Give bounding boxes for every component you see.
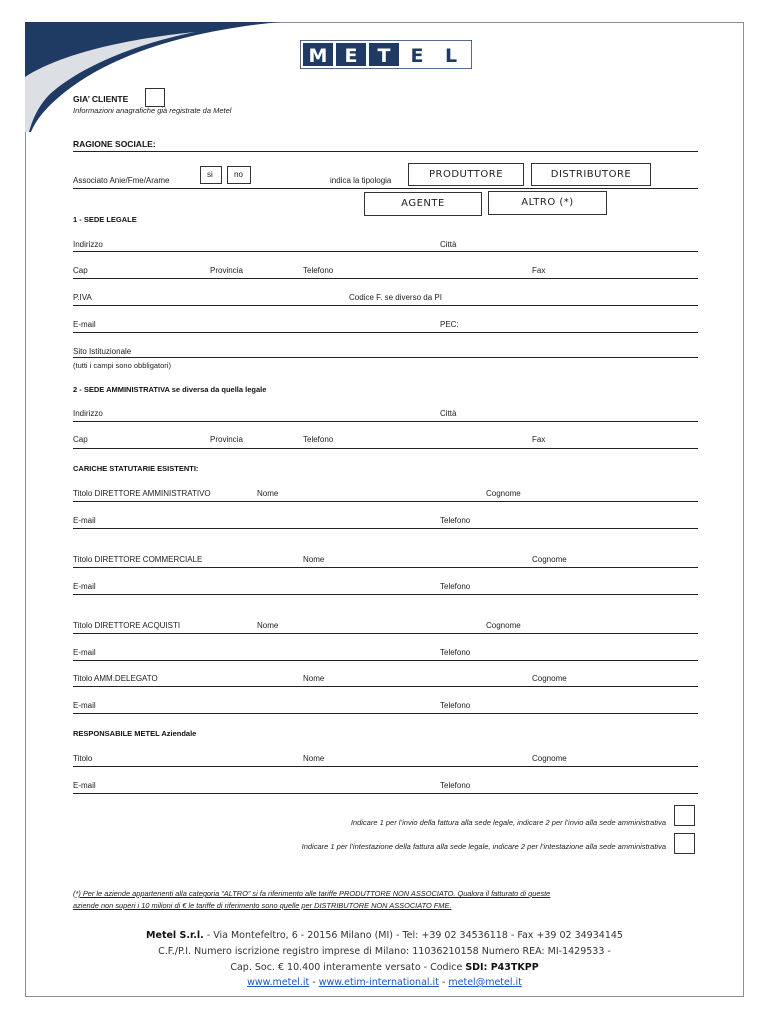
dir-comm-field[interactable]	[73, 567, 698, 568]
associato-no-label: no	[234, 170, 243, 179]
tipologia-altro-box[interactable]: ALTRO (*)	[488, 191, 607, 215]
footer-sep-2: -	[438, 977, 449, 988]
amm-del-email-label: E-mail	[73, 701, 96, 710]
svg-text:E: E	[410, 45, 424, 67]
sede-legale-piva-field[interactable]	[73, 305, 698, 306]
responsabile-telefono-label: Telefono	[440, 781, 471, 790]
responsabile-title: RESPONSABILE METEL Aziendale	[73, 729, 197, 738]
sede-legale-title: 1 - SEDE LEGALE	[73, 215, 137, 224]
ragione-sociale-label: RAGIONE SOCIALE:	[73, 139, 156, 149]
associato-line	[73, 188, 698, 189]
dir-amm-cognome-label: Cognome	[486, 489, 521, 498]
header-swoosh	[25, 22, 325, 132]
gia-cliente-subtitle: Informazioni anagrafiche già registrate da Metel	[73, 106, 232, 115]
nota-altro-line2: aziende non superi i 10 milioni di € le tariffe di riferimento sono quelle per DISTRIBUTORE NON ASSOCIATO FME.	[73, 901, 452, 910]
metel-logo	[300, 40, 472, 69]
associato-si-box[interactable]	[200, 166, 222, 184]
dir-amm-nome-label: Nome	[257, 489, 279, 498]
associato-label: Associato Anie/Fme/Arame	[73, 176, 170, 185]
svg-text:T: T	[377, 45, 391, 67]
tipologia-label: indica la tipologia	[330, 176, 392, 185]
dir-acq-cognome-label: Cognome	[486, 621, 521, 630]
sede-legale-sito-field[interactable]	[73, 357, 698, 358]
svg-text:L: L	[444, 45, 458, 67]
footer-line3	[25, 962, 744, 973]
footer-sep-1: -	[309, 977, 319, 988]
sede-amm-indirizzo-field[interactable]	[73, 421, 698, 422]
sede-amm-citta-label: Città	[440, 409, 457, 418]
sede-legale-fax-label: Fax	[532, 266, 546, 275]
svg-text:M: M	[308, 45, 328, 67]
footer-company: Metel S.r.l.	[146, 930, 204, 941]
sede-amm-indirizzo-label: Indirizzo	[73, 409, 103, 418]
fattura-intestazione-text: Indicare 1 per l’intestazione della fattura alla sede legale, indicare 2 per l’intestazione alla sede amministrativa	[301, 842, 666, 851]
dir-amm-titolo-label: Titolo DIRETTORE AMMINISTRATIVO	[73, 489, 211, 498]
dir-amm-email-field[interactable]	[73, 528, 698, 529]
sede-legale-piva-label: P.IVA	[73, 293, 92, 302]
sede-legale-note: (tutti i campi sono obbligatori)	[73, 361, 171, 370]
sede-legale-citta-label: Città	[440, 240, 457, 249]
responsabile-field[interactable]	[73, 766, 698, 767]
amm-del-telefono-label: Telefono	[440, 701, 471, 710]
dir-comm-telefono-label: Telefono	[440, 582, 471, 591]
associato-si-label: si	[207, 170, 213, 179]
dir-acq-email-field[interactable]	[73, 660, 698, 661]
tipologia-agente-box[interactable]: AGENTE	[364, 192, 482, 216]
responsabile-cognome-label: Cognome	[532, 754, 567, 763]
sede-legale-email-label: E-mail	[73, 320, 96, 329]
amm-del-cognome-label: Cognome	[532, 674, 567, 683]
gia-cliente-label: GIA’ CLIENTE	[73, 94, 129, 104]
responsabile-email-label: E-mail	[73, 781, 96, 790]
svg-text:E: E	[344, 45, 358, 67]
fattura-invio-text: Indicare 1 per l’invio della fattura alla sede legale, indicare 2 per l’invio alla sede amministrativa	[350, 818, 666, 827]
amm-del-email-field[interactable]	[73, 713, 698, 714]
sede-amm-title: 2 - SEDE AMMINISTRATIVA se diversa da quella legale	[73, 385, 267, 394]
sede-legale-sito-label: Sito Istituzionale	[73, 347, 132, 356]
sede-legale-indirizzo-label: Indirizzo	[73, 240, 103, 249]
footer-capsoc: Cap. Soc. € 10.400 interamente versato - Codice	[230, 962, 466, 973]
footer-links	[25, 977, 744, 988]
gia-cliente-checkbox[interactable]	[145, 88, 165, 107]
footer-line2: C.F./P.I. Numero iscrizione registro imprese di Milano: 11036210158 Numero REA: MI-1429533 -	[158, 946, 611, 957]
dir-acq-email-label: E-mail	[73, 648, 96, 657]
sede-legale-telefono-label: Telefono	[303, 266, 334, 275]
footer-address: - Via Montefeltro, 6 - 20156 Milano (MI) - Tel: +39 02 34536118 - Fax +39 02 34934145	[203, 930, 623, 941]
sede-legale-provincia-label: Provincia	[210, 266, 243, 275]
dir-acq-telefono-label: Telefono	[440, 648, 471, 657]
nota-altro-line1: (*) Per le aziende appartenenti alla categoria “ALTRO” si fa riferimento alle tariffe PRODUTTORE NON ASSOCIATO. Qualora il fatturato di queste	[73, 889, 551, 898]
sede-amm-fax-label: Fax	[532, 435, 546, 444]
dir-comm-nome-label: Nome	[303, 555, 325, 564]
amm-del-nome-label: Nome	[303, 674, 325, 683]
sede-legale-cap-field[interactable]	[73, 278, 698, 279]
sede-amm-telefono-label: Telefono	[303, 435, 334, 444]
dir-amm-email-label: E-mail	[73, 516, 96, 525]
sede-legale-cf-label: Codice F. se diverso da PI	[349, 293, 442, 302]
dir-comm-email-label: E-mail	[73, 582, 96, 591]
dir-amm-field[interactable]	[73, 501, 698, 502]
sede-amm-provincia-label: Provincia	[210, 435, 243, 444]
ragione-sociale-field[interactable]	[73, 151, 698, 152]
fattura-intestazione-box[interactable]	[674, 833, 695, 854]
footer-link-metel[interactable]: www.metel.it	[247, 977, 310, 988]
sede-legale-cap-label: Cap	[73, 266, 88, 275]
footer-link-etim[interactable]: www.etim-international.it	[318, 977, 439, 988]
footer-line1	[25, 930, 744, 941]
footer-link-email[interactable]: metel@metel.it	[448, 977, 522, 988]
responsabile-titolo-label: Titolo	[73, 754, 93, 763]
tipologia-produttore-box[interactable]: PRODUTTORE	[408, 163, 524, 186]
dir-comm-email-field[interactable]	[73, 594, 698, 595]
amm-del-field[interactable]	[73, 686, 698, 687]
sede-legale-pec-label: PEC:	[440, 320, 459, 329]
footer-sdi-code: : P43TKPP	[483, 962, 539, 973]
dir-comm-cognome-label: Cognome	[532, 555, 567, 564]
fattura-invio-box[interactable]	[674, 805, 695, 826]
responsabile-email-field[interactable]	[73, 793, 698, 794]
dir-comm-titolo-label: Titolo DIRETTORE COMMERCIALE	[73, 555, 203, 564]
sede-legale-indirizzo-field[interactable]	[73, 251, 698, 252]
dir-acq-field[interactable]	[73, 633, 698, 634]
amm-del-titolo-label: Titolo AMM.DELEGATO	[73, 674, 158, 683]
footer-sdi-label: SDI	[465, 962, 484, 973]
dir-acq-nome-label: Nome	[257, 621, 279, 630]
sede-legale-email-field[interactable]	[73, 332, 698, 333]
tipologia-distributore-box[interactable]: DISTRIBUTORE	[531, 163, 651, 186]
dir-acq-titolo-label: Titolo DIRETTORE ACQUISTI	[73, 621, 181, 630]
cariche-title: CARICHE STATUTARIE ESISTENTI:	[73, 464, 199, 473]
sede-amm-cap-field[interactable]	[73, 448, 698, 449]
sede-amm-cap-label: Cap	[73, 435, 88, 444]
dir-amm-telefono-label: Telefono	[440, 516, 471, 525]
responsabile-nome-label: Nome	[303, 754, 325, 763]
associato-no-box[interactable]	[227, 166, 251, 184]
